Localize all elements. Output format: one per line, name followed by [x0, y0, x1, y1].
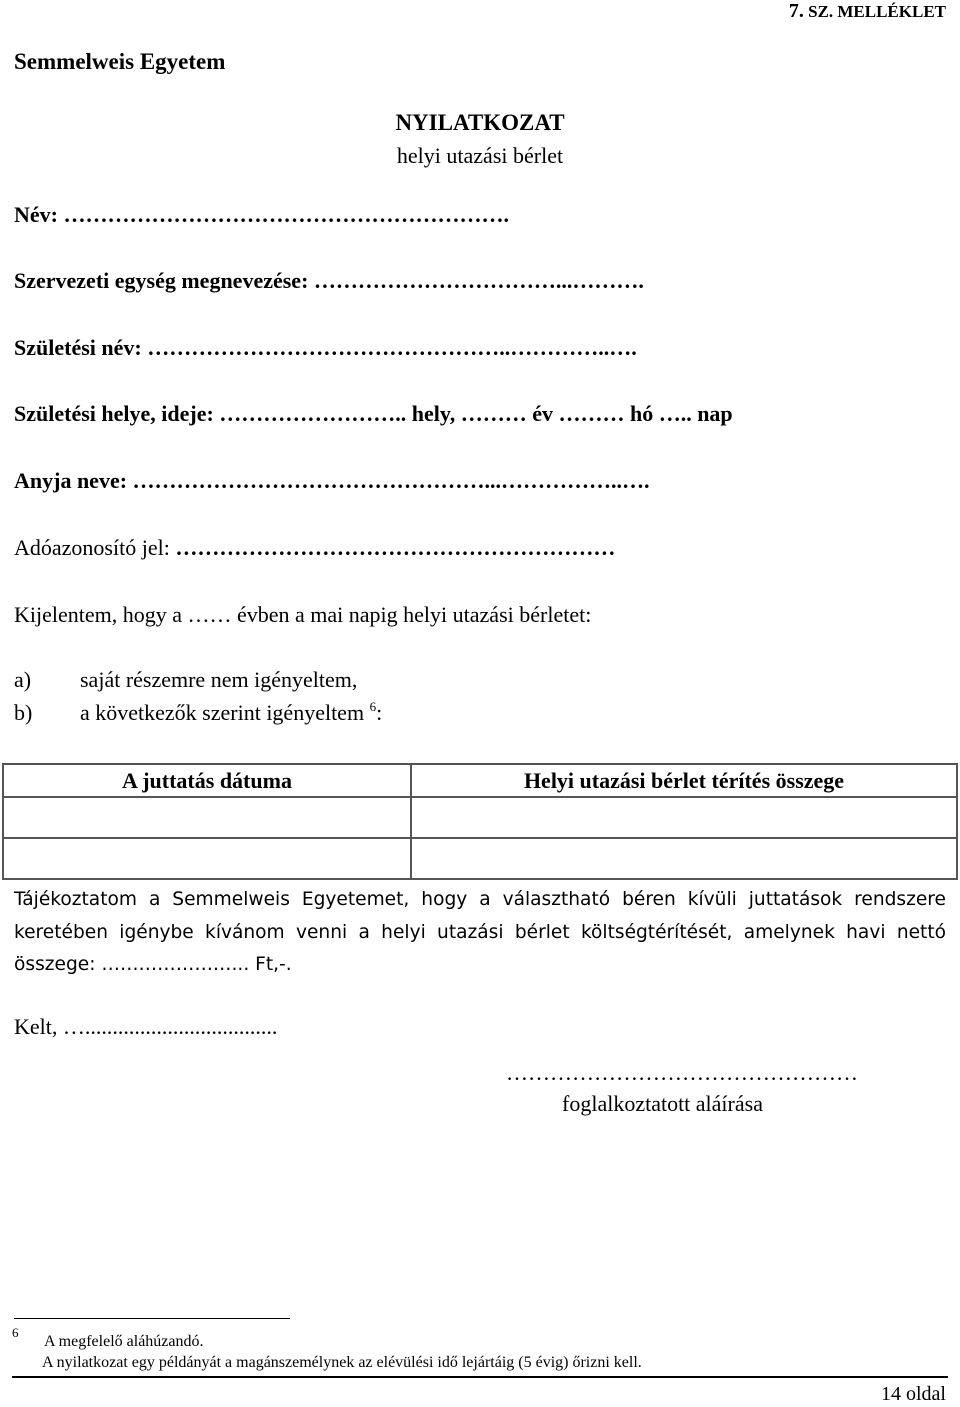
column-header-amount: Helyi utazási bérlet térítés összege [411, 764, 957, 797]
option-a-marker: a) [14, 667, 32, 692]
mother-name-field[interactable] [14, 468, 650, 494]
tax-id-label: Adóazonosító jel: [14, 535, 170, 560]
footnote-text-2: A nyilatkozat egy példányát a magánszemélynek az elévülési idő lejártáig (5 évig) őrizni kell. [42, 1354, 642, 1371]
option-b-marker: b) [14, 700, 33, 725]
page-number: 14 oldal [881, 1383, 946, 1405]
option-a-text: saját részemre nem igényeltem, [80, 667, 358, 692]
place-date-line[interactable]: Kelt, …................................... [14, 1014, 278, 1039]
unit-field[interactable] [14, 268, 644, 294]
footnote-number: 6 [12, 1325, 19, 1340]
option-a[interactable] [14, 667, 357, 693]
unit-label: Szervezeti egység megnevezése: [14, 268, 309, 293]
document-subtitle: helyi utazási bérlet [396, 143, 564, 168]
document-title: NYILATKOZAT [395, 110, 565, 135]
declaration-text: Kijelentem, hogy a …… évben a mai napig helyi utazási bérletet: [14, 602, 592, 627]
benefit-table [2, 763, 958, 880]
amount-cell[interactable] [411, 838, 957, 879]
name-field[interactable] [14, 202, 509, 228]
birth-place-date-field[interactable] [14, 401, 733, 427]
birth-place-date-fill-line: …………………….. hely, ……… év ……… hó ….. nap [219, 401, 733, 426]
amount-cell[interactable] [411, 797, 957, 838]
birth-place-date-label: Születési helye, ideje: [14, 401, 214, 426]
unit-fill-line: ……………………………...………. [313, 268, 644, 293]
institution-name: Semmelweis Egyetem [14, 49, 226, 74]
table-row [3, 838, 957, 879]
table-header-row [3, 764, 957, 797]
option-b-suffix: : [376, 700, 383, 725]
mother-name-fill-line: …………………………………………...……………..…. [132, 468, 650, 493]
column-header-date: A juttatás dátuma [3, 764, 411, 797]
tax-id-fill-line: …………………………………………………… [175, 535, 616, 560]
birth-name-field[interactable] [14, 335, 637, 361]
footnote-separator [14, 1318, 290, 1319]
table-row [3, 797, 957, 838]
annex-number: 7. [788, 0, 804, 22]
signature-line[interactable]: ………………………………………… [506, 1060, 858, 1085]
birth-name-label: Születési név: [14, 335, 142, 360]
tax-id-field[interactable] [14, 535, 615, 561]
footnote-reference: 6 [369, 699, 377, 714]
date-cell[interactable] [3, 838, 411, 879]
annex-label [789, 0, 946, 23]
footer-rule [12, 1376, 948, 1378]
option-b-text: a következők szerint igényeltem [80, 700, 365, 725]
name-fill-line: ……………………………………………………. [63, 202, 509, 227]
option-b[interactable] [14, 700, 382, 726]
annex-text: SZ. MELLÉKLET [808, 2, 946, 21]
birth-name-fill-line: …………………………………………..…………..…. [147, 335, 637, 360]
date-cell[interactable] [3, 797, 411, 838]
footnote-text-1: A megfelelő aláhúzandó. [44, 1333, 204, 1350]
information-paragraph: Tájékoztatom a Semmelweis Egyetemet, hogy a választható béren kívüli juttatások rendszere keretében igénybe kívánom venni a helyi utazási bérlet költségtérítését, amelynek havi nettó összege: …………………... Ft,-. [14, 889, 946, 975]
mother-name-label: Anyja neve: [14, 468, 128, 493]
name-label: Név: [14, 202, 58, 227]
signature-label: foglalkoztatott aláírása [562, 1091, 763, 1116]
